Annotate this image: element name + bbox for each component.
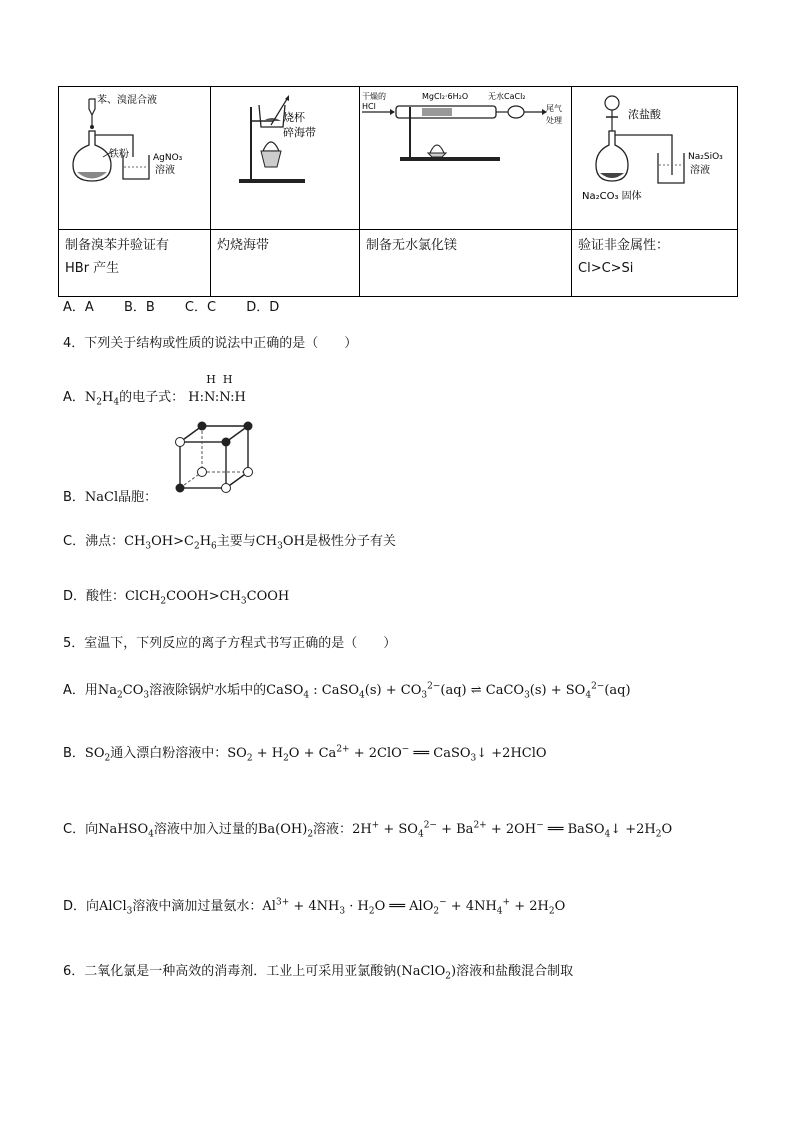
label-solution-2: 溶液 <box>690 165 710 176</box>
label-mgcl2-hydrate: MgCl₂·6H₂O <box>422 92 469 101</box>
label-seaweed: 碎海带 <box>283 126 316 139</box>
label-conc-hcl: 浓盐酸 <box>628 108 661 121</box>
figure-burning-seaweed <box>211 87 360 230</box>
figure-bromobenzene <box>59 87 211 230</box>
label-agno3: AgNO₃ <box>153 153 183 163</box>
desc-1-line-2: HBr 产生 <box>65 261 120 276</box>
desc-2-line-1: 灼烧海带 <box>217 238 270 253</box>
q5-c-text: 溶液中加入过量的 <box>153 822 258 837</box>
desc-1-line-1: 制备溴苯并验证有 <box>65 238 170 253</box>
q3-option-d[interactable]: D．D <box>246 300 280 315</box>
label-dry: 干燥的 <box>362 92 386 101</box>
burning-seaweed-diagram <box>211 87 358 225</box>
desc-cell-1 <box>59 230 211 297</box>
q4-option-d[interactable]: D．酸性：$ClCH_2COOH>CH_3COOH$ <box>63 589 290 607</box>
q5-option-b[interactable]: B．$SO_2$通入漂白粉溶液中：$SO_2 + H_2O + Ca^{2+} + 2ClO^-$ ══ CaSO$_3$↓ +2HClO <box>63 744 547 764</box>
q4-d-label: D．酸性： <box>63 589 126 604</box>
nonmetal-apparatus-diagram <box>572 87 736 225</box>
label-beaker: 烧杯 <box>283 111 305 124</box>
desc-4-line-2: Cl>C>Si <box>578 261 634 276</box>
q3-option-c[interactable]: C．C <box>184 300 217 315</box>
label-hcl: HCl <box>362 102 376 111</box>
q5-c-label: C．向 <box>63 822 99 837</box>
n2h4-electron-formula: H H H:N:N:H <box>188 373 246 405</box>
q3-options <box>63 296 305 315</box>
q4-c-text-2: 是极性分子有关 <box>304 534 396 549</box>
label-tail-gas: 尾气 <box>546 104 562 113</box>
mgcl2-apparatus-diagram <box>360 87 570 225</box>
q4-option-b[interactable]: B．NaCl晶胞： <box>63 490 158 505</box>
q4-a-text: 的电子式： <box>119 390 185 405</box>
q4-b-text: 晶胞： <box>118 490 158 505</box>
q4-stem: 4．下列关于结构或性质的说法中正确的是（ ） <box>63 336 358 351</box>
desc-cell-3 <box>360 230 572 297</box>
q6-stem-b: 溶液和盐酸混合制取 <box>456 964 574 979</box>
q5-stem: 5．室温下，下列反应的离子方程式书写正确的是（ ） <box>63 636 397 651</box>
q3-option-a[interactable]: A．A <box>63 300 94 315</box>
desc-cell-4 <box>572 230 738 297</box>
q5-option-a[interactable]: A．用$Na_2CO_3$溶液除锅炉水垢中的CaSO$_4$ : CaSO$_4$(s) + $CO_3^{2-}(aq)$ ⇌ CaCO$_3$(s) + $SO_4^{2-}(aq)$ <box>63 681 631 701</box>
figure-anhydrous-mgcl2 <box>360 87 572 230</box>
figure-nonmetal-property <box>572 87 738 230</box>
label-solution: 溶液 <box>155 165 175 176</box>
q5-b-text: 通入漂白粉溶液中： <box>110 746 228 761</box>
q6-stem-a: 6．二氧化氯是一种高效的消毒剂．工业上可采用亚氯酸钠 <box>63 964 397 979</box>
label-na2co3-solid: Na₂CO₃ 固体 <box>582 191 642 202</box>
label-benzene-bromine: 苯、溴混合液 <box>97 95 157 106</box>
label-cacl2: 无水CaCl₂ <box>488 92 526 101</box>
label-na2sio3: Na₂SiO₃ <box>688 152 723 162</box>
label-iron-powder: 铁粉 <box>109 149 129 160</box>
desc-cell-2 <box>211 230 360 297</box>
q4-b-label: B． <box>63 490 85 505</box>
q5-option-d[interactable]: D．向AlCl$_3$溶液中滴加过量氨水：$Al^{3+} + 4NH_3 \cdot H_2O$ ══ $AlO_2^- + 4NH_4^+ + 2H_2O$ <box>63 897 566 917</box>
label-treatment: 处理 <box>546 116 562 125</box>
q5-a-label: A．用 <box>63 683 98 698</box>
desc-4-line-1: 验证非金属性： <box>578 238 670 253</box>
nacl-cell-diagram <box>170 420 262 504</box>
q5-d-text: 溶液中滴加过量氨水： <box>132 899 263 914</box>
q3-option-b[interactable]: B．B <box>123 300 155 315</box>
q5-c-text-2: 溶液： <box>313 822 353 837</box>
experiment-table <box>58 86 738 297</box>
q4-c-label: C．沸点： <box>63 534 125 549</box>
q5-d-label: D．向 <box>63 899 100 914</box>
q6-stem: 6．二氧化氯是一种高效的消毒剂．工业上可采用亚氯酸钠(NaClO$_2$)溶液和盐酸混合制取 <box>63 964 574 982</box>
q4-c-text: 主要与 <box>216 534 256 549</box>
q4-option-a[interactable]: A．$N_2H_4$的电子式： H H H:N:N:H <box>63 386 260 405</box>
q5-a-text: 溶液除锅炉水垢中的 <box>149 683 267 698</box>
desc-3-line-1: 制备无水氯化镁 <box>366 238 458 253</box>
q5-b-label: B． <box>63 746 85 761</box>
q5-option-c[interactable]: C．向NaHSO$_4$溶液中加入过量的$Ba(OH)_2$溶液：$2H^+ + SO_4^{2-} + Ba^{2+} + 2OH^-$ ══ BaSO$_4$↓ $+2H_2O$ <box>63 820 673 840</box>
q4-a-label: A． <box>63 390 85 405</box>
bromobenzene-apparatus-diagram <box>59 87 209 225</box>
q4-option-c[interactable]: C．沸点：$CH_3OH>C_2H_6$主要与$CH_3OH$是极性分子有关 <box>63 534 396 552</box>
